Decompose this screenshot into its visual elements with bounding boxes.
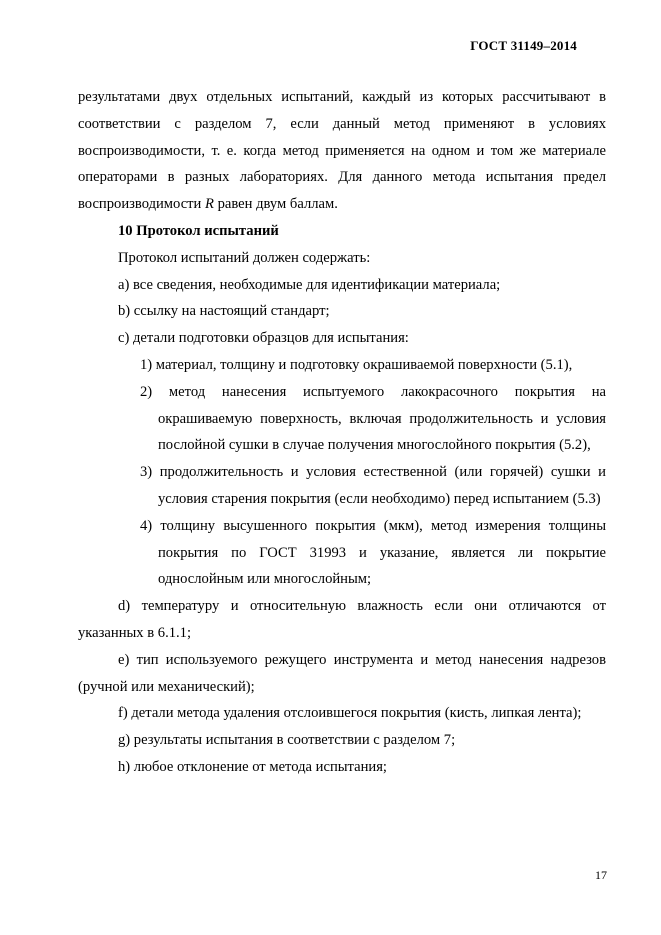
list-item-f: f) детали метода удаления отслоившегося покрытия (кисть, липкая лента); [118,705,582,722]
list-item-e: e) тип используемого режущего инструмента и метод нанесения надрезов (ручной или механический); [78,651,606,695]
sub-item-1: 1) материал, толщину и подготовку окрашиваемой поверхности (5.1), [140,356,573,373]
list-item-h: h) любое отклонение от метода испытания; [118,758,387,775]
report-lead: Протокол испытаний должен содержать: [118,249,371,266]
reproducibility-symbol: R [205,196,214,213]
intro-text-part1: результатами двух отдельных испытаний, каждый из которых рассчитывают в соответствии с разделом 7, если данный метод применяют в условиях воспроизводимости, т. е. когда метод применяется на одном и том же материале операторами в разных лабораториях. Для данного метода испытания предел воспроизводимости [78,89,606,213]
list-item-c: c) детали подготовки образцов для испытания: [118,330,409,347]
intro-text-part2: равен двум баллам. [213,196,338,213]
page-number: 17 [595,868,607,882]
list-item-g: g) результаты испытания в соответствии с разделом 7; [118,732,456,749]
list-item-a: a) все сведения, необходимые для идентификации материала; [118,276,501,293]
sub-item-4: 4) толщину высушенного покрытия (мкм), метод измерения толщины покрытия по ГОСТ 31993 и указание, является ли покрытие однослойным или многослойным; [140,517,606,588]
list-item-b: b) ссылку на настоящий стандарт; [118,303,330,320]
sub-item-3: 3) продолжительность и условия естественной (или горячей) сушки и условия старения покрытия (если необходимо) перед испытанием (5.3) [140,464,606,507]
document-body [78,84,606,781]
intro-paragraph [78,84,606,218]
section-heading: 10 Протокол испытаний [118,222,279,239]
standard-header: ГОСТ 31149–2014 [470,38,577,53]
sub-item-2: 2) метод нанесения испытуемого лакокрасочного покрытия на окрашиваемую поверхность, включая продолжительность и условия послойной сушки в случае получения многослойного покрытия (5.2), [140,383,606,454]
list-item-d: d) температуру и относительную влажность если они отличаются от указанных в 6.1.1; [78,598,606,641]
